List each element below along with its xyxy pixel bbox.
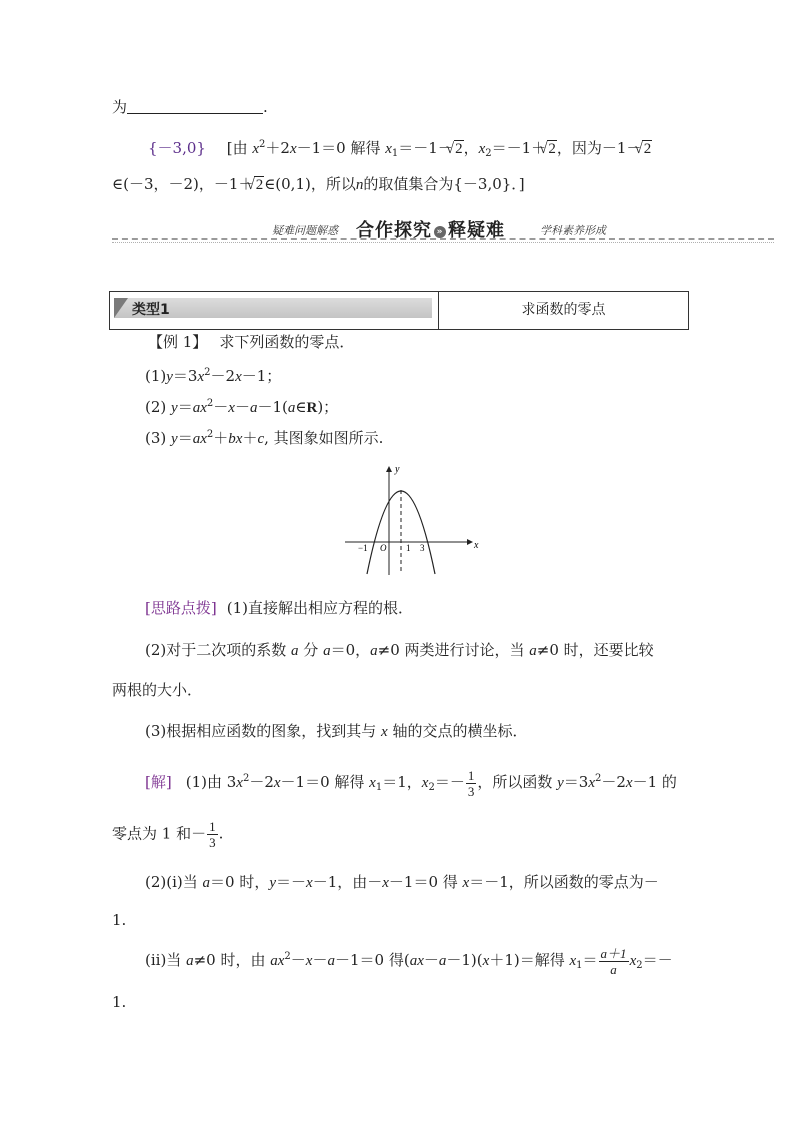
- origin-label: O: [380, 543, 387, 553]
- answer-explanation-line-1: {－3,0} [由 $x^2+2x-1=0$ 解得 $x_1=-1-√$ 2，$x_2=-1+√$ 2，因为－1－√ 2: [148, 135, 652, 164]
- double-arrow-icon: »: [434, 226, 446, 238]
- question-2: (2) $y=ax^2-x-a-1(a\in R)$；: [145, 398, 339, 416]
- hint-label: [思路点拨]: [145, 599, 217, 617]
- banner-left-text: 疑难问题解惑: [272, 224, 338, 237]
- question-1: $(1)y=3x^2-2x-1$；: [145, 367, 282, 385]
- example-heading: 【例 1】 求下列函数的零点．: [148, 333, 355, 351]
- solution-line-3: (2)(ⅰ)当 a＝0 时，y＝－x－1，由－x－1＝0 得 x＝－1，所以函数的零点为－: [145, 873, 659, 891]
- section-banner: [112, 216, 774, 244]
- hint-line-3: 两根的大小．: [112, 681, 203, 699]
- banner-divider: [112, 238, 774, 240]
- fraction-one-third: $\frac{1}{3}$: [467, 767, 475, 799]
- solution-line-2: 零点为 1 和－ $\frac{1}{3}$ .: [112, 819, 224, 850]
- type-tag: [114, 298, 432, 318]
- banner-title: 合作探究 » 释疑难: [356, 220, 505, 241]
- type-table: [109, 291, 689, 330]
- tick-label-1: 1: [406, 543, 411, 553]
- hint-line-4: (3)根据相应函数的图象，找到其与 x 轴的交点的横坐标．: [145, 722, 528, 740]
- y-axis-label: y: [395, 464, 400, 475]
- solution-line-4: 1.: [112, 911, 127, 929]
- fraction-a-plus-1-over-a: $\frac{a+1}{a}$: [600, 945, 627, 977]
- tick-label-neg1: −1: [358, 543, 368, 553]
- type-tag-cell: [110, 292, 439, 329]
- type-tag-label: 类型1: [132, 302, 170, 318]
- fill-prefix: 为: [112, 98, 128, 116]
- answer-explanation-line-2: ∈(－3，－2)，－1＋√ 2∈(0,1)，所以n的取值集合为{－3,0}．]: [112, 174, 525, 195]
- tick-label-3: 3: [420, 543, 425, 553]
- hint-line-2: (2)对于二次项的系数 a 分 a＝0，a≠0 两类进行讨论，当 a≠0 时，还要比较: [145, 641, 654, 659]
- banner-divider-dotted: [112, 242, 774, 243]
- triangle-icon: [114, 298, 128, 318]
- fill-blank-line: 为 .: [112, 98, 268, 116]
- parabola-figure: [340, 462, 480, 580]
- x-axis-label: x: [474, 540, 479, 551]
- fraction-one-third: $\frac{1}{3}$: [209, 819, 216, 850]
- answer-text: {－3,0}: [148, 139, 206, 157]
- solution-line-6: 1.: [112, 993, 127, 1011]
- solution-label: [解]: [145, 773, 172, 791]
- sqrt-2: √ 2: [454, 140, 464, 157]
- question-3: (3) $y=ax^2+bx+c$, 其图象如图所示.: [145, 429, 384, 447]
- type-title: 求函数的零点: [521, 302, 606, 318]
- example-label: 【例 1】: [148, 333, 208, 351]
- banner-right-text: 学科素养形成: [540, 224, 606, 237]
- answer-blank: [127, 99, 263, 114]
- hint-line-1: [思路点拨] (1)直接解出相应方程的根．: [145, 599, 413, 617]
- solution-line-1: [解] (1)由 $3x^2-2x-1=0$ 解得 $x_1=1$，$x_2=-$ $\frac{1}{3}$ ，所以函数 $y=3x^2-2x-1$ 的: [145, 767, 677, 799]
- solution-line-5: (ⅱ)当 a≠0 时，由 $ax^2-x-a-1=0$ 得(ax－a－1)(x＋1)＝解得 $x_1=$ $\frac{a+1}{a}$ $x_2=-$: [145, 945, 673, 977]
